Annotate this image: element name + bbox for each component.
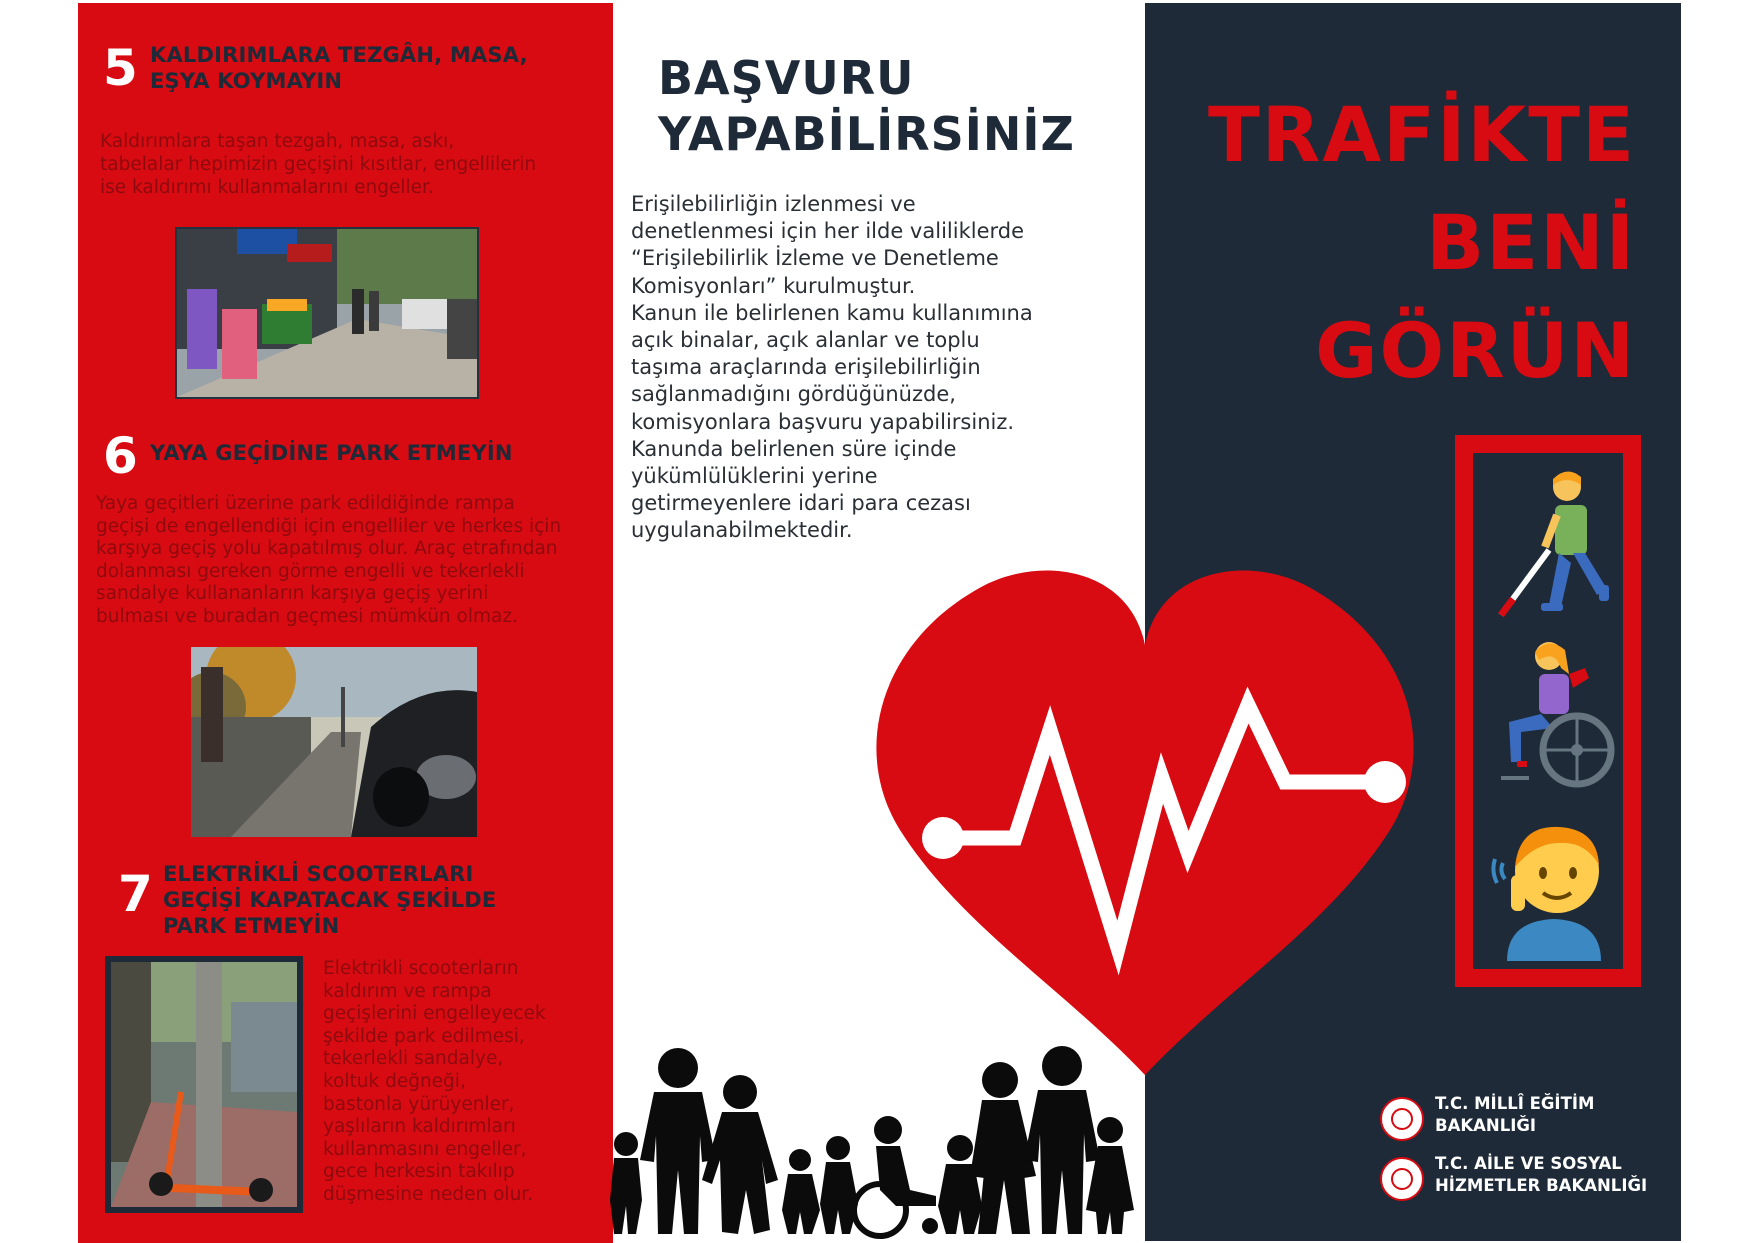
body-line: açık binalar, açık alanlar ve toplu [631,328,980,353]
body-line: geçişlerini engelleyecek [323,1003,546,1025]
main-title-line: BENİ [1426,198,1636,287]
body-line: Komisyonları” kurulmuştur. [631,273,916,298]
body-line: tekerlekli sandalye, [323,1048,504,1070]
section-6-number: 6 [103,427,138,485]
apply-title-line: BAŞVURU [658,51,915,105]
person-in-wheelchair-icon [1489,638,1619,798]
body-line: düşmesine neden olur. [323,1183,534,1205]
ministry-emblem-icon [1380,1097,1424,1141]
ministry-name [1435,1093,1650,1137]
body-line: Erişilebilirliğin izlenmesi ve [631,192,916,216]
section-7-heading-line: ELEKTRİKLİ SCOOTERLARI [163,862,474,886]
section-5-body [100,130,610,199]
body-line: sandalye kullananların karşıya geçiş yerini [96,583,489,604]
body-line: Elektrikli scooterların [323,958,519,979]
apply-title-line: YAPABİLİRSİNİZ [658,107,1075,161]
ministry-emblem-icon [1380,1157,1424,1201]
middle-panel [613,0,1145,1241]
body-line: karşıya geçiş yolu kapatılmış olur. Araç etrafından [96,538,558,559]
body-line: tabelalar hepimizin geçişini kısıtlar, engellilerin [100,154,537,175]
body-line: Kanunda belirlenen süre içinde [631,436,957,461]
body-line: kaldırım ve rampa [323,980,492,1002]
body-line: Kaldırımlara taşan tezgah, masa, askı, [100,131,455,152]
body-line: komisyonlara başvuru yapabilirsiniz. [631,409,1015,434]
body-line: bastonla yürüyenler, [323,1093,515,1115]
car-on-crosswalk-photo [191,647,477,837]
body-line: geçişi de engellendiği için engelliler ve herkes için [96,515,562,537]
body-line: uygulanabilmektedir. [631,518,853,543]
accessibility-icon-frame [1455,435,1641,987]
parked-scooter-photo [105,956,303,1213]
body-line: dolanması gereken görme engelli ve tekerlekli [96,560,525,582]
body-line: koltuk değneği, [323,1070,466,1092]
body-line: Yaya geçitleri üzerine park edildiğinde rampa [96,493,515,514]
ministry-of-family-and-social-services [1380,1153,1648,1209]
sidewalk-stall-photo [175,227,479,399]
body-line: denetlenmesi için her ilde valiliklerde [631,219,1025,244]
person-with-white-cane-icon [1489,465,1619,625]
ministry-name-line: HİZMETLER BAKANLIĞI [1435,1176,1648,1195]
main-title-line: GÖRÜN [1315,306,1636,395]
body-line: kullanmasını engeller, [323,1138,527,1160]
body-line: ise kaldırımı kullanmalarını engeller. [100,177,434,198]
main-title [1196,81,1636,405]
apply-title [658,50,1098,162]
body-line: getirmeyenlere idari para cezası [631,491,971,516]
body-line: Kanun ile belirlenen kamu kullanımına [631,300,1033,325]
body-line: bulması ve buradan geçmesi mümkün olmaz. [96,605,518,627]
section-7-heading [163,861,496,939]
body-line: taşıma araçlarında erişilebilirliğin [631,355,981,380]
section-7-heading-line: PARK ETMEYİN [163,914,340,938]
section-7-number: 7 [118,865,153,923]
section-7-body [323,958,613,1207]
body-line: yaşlıların kaldırımları [323,1116,516,1138]
body-line: şekilde park edilmesi, [323,1025,525,1047]
section-5-heading-line: EŞYA KOYMAYIN [150,69,343,93]
deaf-person-icon [1489,811,1619,971]
body-line: “Erişilebilirlik İzleme ve Denetleme [631,246,999,271]
section-6-heading: YAYA GEÇİDİNE PARK ETMEYİN [150,441,513,465]
ministry-name [1435,1153,1650,1197]
left-panel [78,3,613,1243]
section-5-number: 5 [103,39,138,97]
ministry-of-national-education [1380,1093,1640,1149]
body-line: gece herkesin takılıp [323,1161,515,1183]
ministry-name-line: T.C. MİLLÎ EĞİTİM [1435,1094,1595,1113]
ministry-name-line: BAKANLIĞI [1435,1116,1537,1135]
section-6-body [96,493,611,628]
body-line: sağlanmadığını gördüğünüzde, [631,382,956,407]
ministry-name-line: T.C. AİLE VE SOSYAL [1435,1154,1622,1173]
apply-body [631,191,1131,545]
section-5-heading-line: KALDIRIMLARA TEZGÂH, MASA, [150,43,528,67]
main-title-line: TRAFİKTE [1207,90,1636,179]
section-5-heading [150,42,528,94]
section-7-heading-line: GEÇİŞİ KAPATACAK ŞEKİLDE [163,888,497,912]
right-panel [1145,3,1681,1241]
body-line: yükümlülüklerini yerine [631,464,878,489]
